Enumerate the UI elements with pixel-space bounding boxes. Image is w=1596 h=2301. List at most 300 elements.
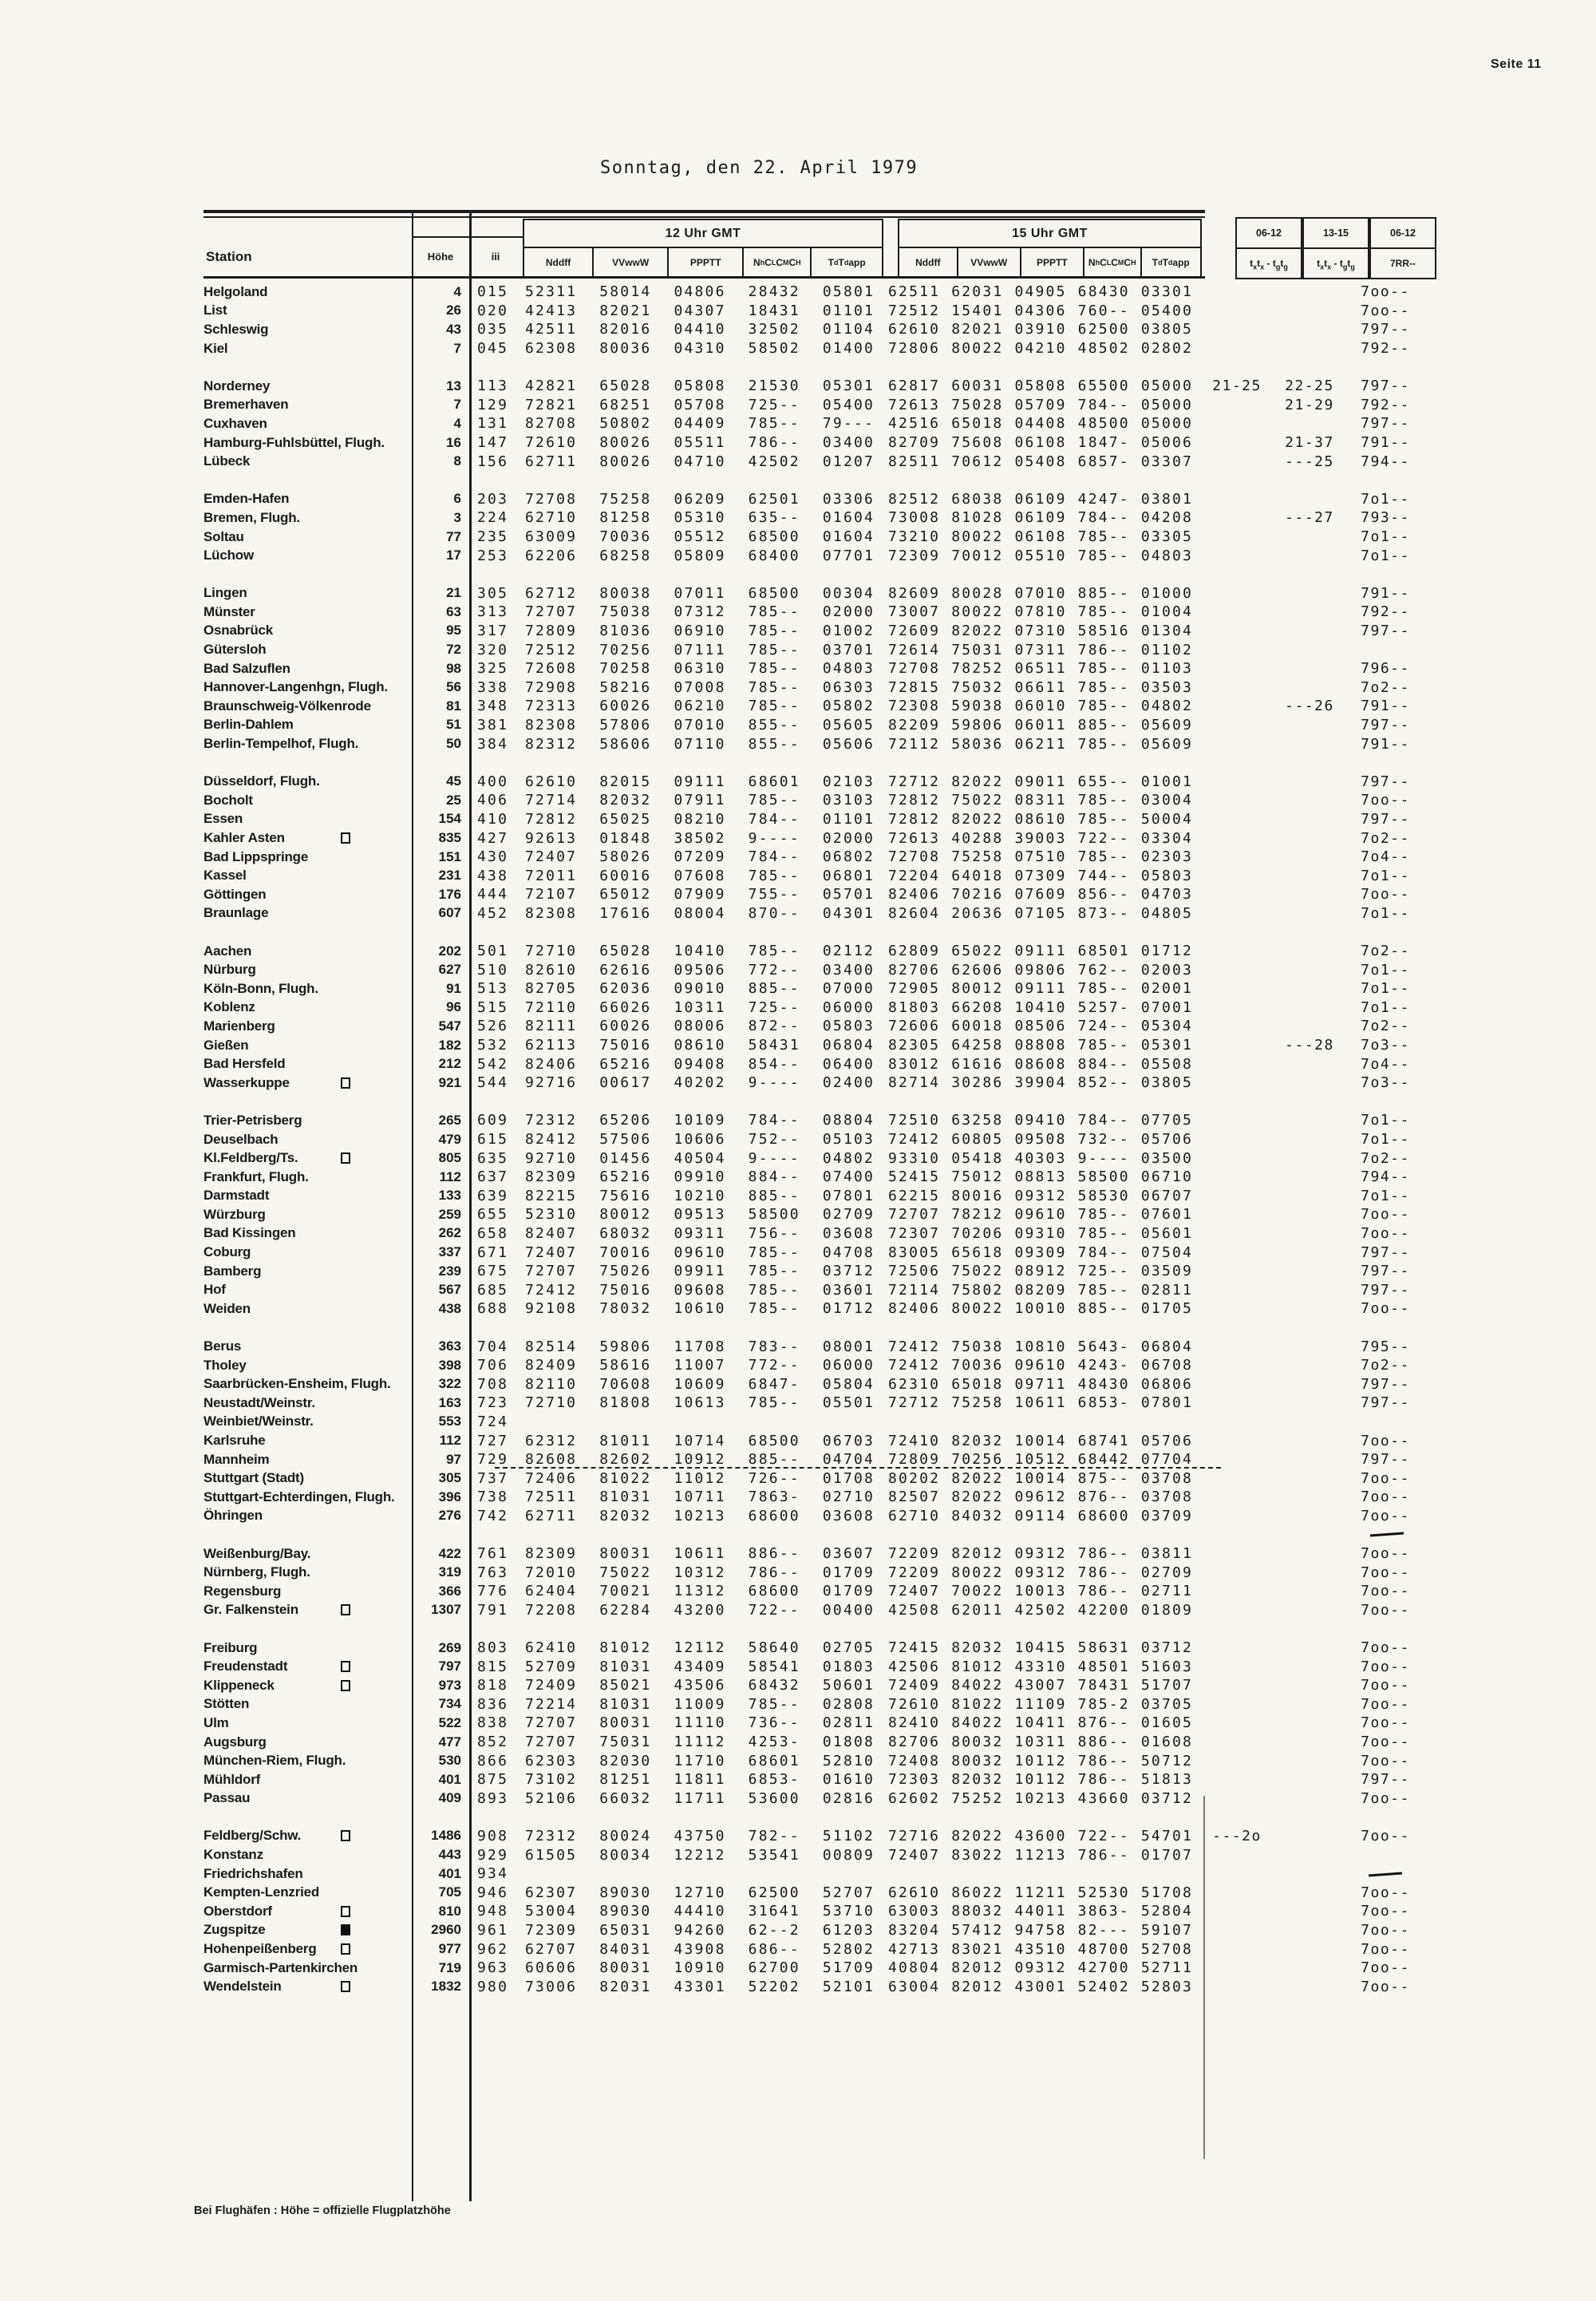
obs-12utc-groups: 62711 80026 04710 42502 01207 — [525, 453, 875, 470]
obs-12utc-groups: 72714 82032 07911 785-- 03103 — [525, 792, 875, 809]
obs-12utc-groups: 92710 01456 40504 9---- 04802 — [525, 1149, 875, 1167]
station-name: Gütersloh — [203, 642, 267, 658]
station-number-iii: 934 — [477, 1865, 509, 1883]
station-symbol-square — [341, 1077, 350, 1089]
station-height: 337 — [438, 1244, 461, 1260]
precip-7rr-value: 795-- — [1361, 1338, 1410, 1355]
temp-13-15-value: 21-29 — [1285, 396, 1334, 413]
table-row — [203, 1262, 1448, 1281]
table-row — [203, 1714, 1448, 1733]
station-height: 154 — [438, 811, 461, 827]
obs-12utc-groups: 72313 60026 06210 785-- 05802 — [525, 698, 875, 715]
obs-15utc-groups: 83012 61616 08608 884-- 05508 — [888, 1055, 1194, 1073]
obs-15utc-groups: 72815 75032 06611 785-- 03503 — [888, 678, 1194, 696]
precip-7rr-value: 791-- — [1361, 584, 1410, 602]
precip-7rr-value: 7oo-- — [1361, 1940, 1410, 1958]
obs-15utc-groups: 62310 65018 09711 48430 06806 — [888, 1375, 1194, 1393]
station-height: 163 — [438, 1394, 461, 1410]
obs-12utc-groups: 72812 65025 08210 784-- 01101 — [525, 810, 875, 828]
obs-15utc-groups: 72708 75258 07510 785-- 02303 — [888, 848, 1194, 866]
station-number-iii: 253 — [477, 547, 509, 564]
precip-7rr-value: 7o1-- — [1361, 547, 1410, 564]
obs-15utc-groups: 72610 81022 11109 785-2 03705 — [888, 1695, 1194, 1713]
precip-7rr-value: 7oo-- — [1361, 1978, 1410, 1995]
obs-12utc-groups: 72707 80031 11110 736-- 02811 — [525, 1714, 875, 1732]
obs-15utc-groups: 62817 60031 05808 65500 05000 — [888, 378, 1194, 395]
table-row — [203, 1299, 1448, 1319]
station-name: Lingen — [203, 585, 247, 601]
table-row — [203, 1017, 1448, 1036]
station-name: Wendelstein — [203, 1979, 412, 1995]
obs-12utc-groups: 52311 58014 04806 28432 05801 — [525, 283, 875, 301]
precip-7rr-value: 7o2-- — [1361, 1018, 1410, 1035]
station-name: Tholey — [203, 1357, 247, 1373]
station-height: 81 — [446, 698, 461, 714]
station-number-iii: 962 — [477, 1940, 509, 1958]
table-row — [203, 1168, 1448, 1187]
station-number-iii: 818 — [477, 1677, 509, 1694]
station-number-iii: 658 — [477, 1224, 509, 1242]
station-height: 231 — [438, 868, 461, 884]
table-row — [203, 320, 1448, 339]
station-symbol-square — [341, 832, 350, 844]
column-header-dewpoint: T d T d app — [810, 248, 882, 277]
table-row — [203, 960, 1448, 979]
station-name: Coburg — [203, 1244, 251, 1260]
obs-15utc-groups: 72606 60018 08506 724-- 05304 — [888, 1018, 1194, 1035]
table-row — [203, 1394, 1448, 1413]
station-height: 8 — [453, 453, 461, 469]
obs-12utc-groups: 82309 80031 10611 886-- 03607 — [525, 1545, 875, 1563]
precip-7rr-value: 791-- — [1361, 735, 1410, 753]
station-number-iii: 129 — [477, 396, 509, 413]
precip-7rr-value: 797-- — [1361, 1243, 1410, 1261]
station-symbol-square — [341, 1830, 350, 1841]
station-height: 705 — [438, 1884, 461, 1900]
obs-12utc-groups: 62303 82030 11710 68601 52810 — [525, 1752, 875, 1769]
table-row — [203, 979, 1448, 998]
column-header-nddff: Nddff — [545, 257, 571, 268]
station-number-iii: 791 — [477, 1601, 509, 1619]
station-number-iii: 893 — [477, 1789, 509, 1807]
precip-7rr-value: 7oo-- — [1361, 1564, 1410, 1581]
margin-dash-mark — [1370, 1532, 1404, 1537]
station-name: Darmstadt — [203, 1188, 270, 1204]
obs-12utc-groups: 72208 62284 43200 722-- 00400 — [525, 1601, 875, 1619]
station-name: Köln-Bonn, Flugh. — [203, 980, 318, 996]
precip-7rr-value: 7o1-- — [1361, 980, 1410, 998]
table-row — [203, 904, 1448, 923]
station-name: Cuxhaven — [203, 415, 267, 431]
station-name: Weinbiet/Weinstr. — [203, 1413, 314, 1429]
station-number-iii: 348 — [477, 698, 509, 715]
precip-7rr-value: 791-- — [1361, 698, 1410, 715]
station-height: 16 — [446, 434, 461, 450]
obs-12utc-groups: 82608 82602 10912 885-- 04704 — [525, 1451, 875, 1469]
station-height: 734 — [438, 1696, 461, 1712]
obs-12utc-groups: 62404 70021 11312 68600 01709 — [525, 1583, 875, 1600]
station-height: 409 — [438, 1790, 461, 1806]
station-name: Kempten-Lenzried — [203, 1884, 320, 1900]
precip-7rr-value: 7o1-- — [1361, 490, 1410, 508]
obs-15utc-groups: 72407 70022 10013 786-- 02711 — [888, 1583, 1194, 1600]
precip-7rr-value: 7oo-- — [1361, 1432, 1410, 1449]
table-row — [203, 1789, 1448, 1809]
obs-12utc-groups: 92716 00617 40202 9---- 02400 — [525, 1074, 875, 1092]
station-number-iii: 980 — [477, 1978, 509, 1995]
table-top-rule-heavy — [203, 210, 1205, 213]
station-name: Nürburg — [203, 962, 256, 978]
station-name: Weißenburg/Bay. — [203, 1545, 311, 1561]
obs-15utc-groups: 72512 15401 04306 760-- 05400 — [888, 302, 1194, 319]
obs-15utc-groups: 72613 40288 39003 722-- 03304 — [888, 829, 1194, 847]
station-number-iii: 384 — [477, 735, 509, 753]
station-name: Hof — [203, 1282, 226, 1298]
obs-12utc-groups: 53004 89030 44410 31641 53710 — [525, 1903, 875, 1920]
station-number-iii: 515 — [477, 998, 509, 1016]
precip-7rr-value: 797-- — [1361, 810, 1410, 828]
station-number-iii: 452 — [477, 904, 509, 922]
table-row — [203, 1582, 1448, 1601]
station-number-iii: 317 — [477, 622, 509, 639]
column-header-7rr: 7RR-- — [1390, 258, 1416, 269]
station-number-iii: 320 — [477, 641, 509, 658]
station-height: 262 — [438, 1225, 461, 1241]
header-box-7rr — [1369, 217, 1436, 279]
station-name: Frankfurt, Flugh. — [203, 1168, 309, 1184]
column-header-15utc: 15 Uhr GMT — [899, 220, 1200, 248]
obs-15utc-groups: 72303 82032 10112 786-- 51813 — [888, 1771, 1194, 1789]
station-height: 97 — [446, 1451, 461, 1467]
obs-15utc-groups: 72708 78252 06511 785-- 01103 — [888, 660, 1194, 678]
station-name: Braunschweig-Völkenrode — [203, 698, 371, 714]
obs-15utc-groups: 72510 63258 09410 784-- 07705 — [888, 1112, 1194, 1129]
station-height: 4 — [453, 283, 461, 299]
obs-15utc-groups: 82209 59806 06011 885-- 05609 — [888, 716, 1194, 733]
station-height: 26 — [446, 302, 461, 318]
table-row — [203, 1883, 1448, 1902]
obs-15utc-groups: 82706 80032 10311 886-- 01608 — [888, 1734, 1194, 1751]
station-height: 401 — [438, 1865, 461, 1881]
obs-15utc-groups: 72204 64018 07309 744-- 05803 — [888, 867, 1194, 884]
station-height: 1486 — [431, 1828, 461, 1844]
station-height: 276 — [438, 1508, 461, 1524]
station-name: Helgoland — [203, 283, 268, 299]
obs-12utc-groups: 82412 57506 10606 752-- 05103 — [525, 1131, 875, 1149]
station-name: List — [203, 302, 227, 318]
table-row — [203, 772, 1448, 791]
station-name: Konstanz — [203, 1847, 263, 1863]
obs-15utc-groups: 72812 75022 08311 785-- 03004 — [888, 792, 1194, 809]
station-name: Freudenstadt — [203, 1659, 412, 1674]
station-name: Koblenz — [203, 999, 255, 1015]
obs-12utc-groups: 42413 82021 04307 18431 01101 — [525, 302, 875, 319]
station-height: 133 — [438, 1188, 461, 1204]
station-number-iii: 866 — [477, 1752, 509, 1769]
station-name: Nürnberg, Flugh. — [203, 1564, 310, 1580]
obs-12utc-groups: 72010 75022 10312 786-- 01709 — [525, 1564, 875, 1581]
station-height: 51 — [446, 717, 461, 733]
obs-12utc-groups: 72214 81031 11009 785-- 02808 — [525, 1695, 875, 1713]
station-symbol-square-filled — [341, 1924, 350, 1935]
table-row — [203, 1959, 1448, 1978]
table-row — [203, 1469, 1448, 1488]
station-number-iii: 544 — [477, 1074, 509, 1092]
obs-15utc-groups: 72412 70036 09610 4243- 06708 — [888, 1357, 1194, 1374]
station-height: 25 — [446, 792, 461, 808]
precip-7rr-value: 797-- — [1361, 321, 1410, 338]
table-row — [203, 1544, 1448, 1564]
station-symbol-square — [341, 1943, 350, 1955]
precip-7rr-value: 7oo-- — [1361, 1469, 1410, 1487]
column-header-clouds: N h C L C M C H — [1083, 248, 1140, 277]
station-number-iii: 776 — [477, 1583, 509, 1600]
station-name: Kl.Feldberg/Ts. — [203, 1150, 412, 1166]
obs-15utc-groups: 72114 75802 08209 785-- 02811 — [888, 1281, 1194, 1299]
precip-7rr-value: 797-- — [1361, 415, 1410, 433]
obs-12utc-groups: 60606 80031 10910 62700 51709 — [525, 1959, 875, 1977]
station-name: Kiel — [203, 340, 228, 356]
block-separator — [203, 753, 1448, 773]
station-height: 398 — [438, 1357, 461, 1373]
station-number-iii: 338 — [477, 678, 509, 696]
station-height: 45 — [446, 773, 461, 789]
station-number-iii: 815 — [477, 1658, 509, 1675]
precip-7rr-value: 792-- — [1361, 603, 1410, 621]
station-height: 1832 — [431, 1979, 461, 1995]
obs-12utc-groups: 62308 80036 04310 58502 01400 — [525, 340, 875, 358]
obs-12utc-groups: 62610 82015 09111 68601 02103 — [525, 773, 875, 790]
precip-7rr-value: 7o1-- — [1361, 1187, 1410, 1204]
station-number-iii: 675 — [477, 1263, 509, 1280]
station-number-iii: 737 — [477, 1469, 509, 1487]
station-height: 553 — [438, 1413, 461, 1429]
station-number-iii: 035 — [477, 321, 509, 338]
station-number-iii: 015 — [477, 283, 509, 301]
obs-15utc-groups: 72614 75031 07311 786-- 01102 — [888, 641, 1194, 658]
table-row — [203, 1563, 1448, 1582]
precip-7rr-value: 792-- — [1361, 396, 1410, 413]
obs-12utc-groups: 72512 70256 07111 785-- 03701 — [525, 641, 875, 658]
station-name: Bremen, Flugh. — [203, 509, 300, 525]
obs-15utc-groups: 72112 58036 06211 785-- 05609 — [888, 735, 1194, 753]
station-name: Gießen — [203, 1037, 249, 1053]
obs-15utc-groups: 62710 84032 09114 68600 03709 — [888, 1507, 1194, 1524]
station-name: Garmisch-Partenkirchen — [203, 1959, 358, 1975]
header-box-06-12 — [1235, 217, 1302, 279]
table-row — [203, 377, 1448, 396]
obs-15utc-groups: 72506 75022 08912 725-- 03509 — [888, 1263, 1194, 1280]
table-row — [203, 452, 1448, 471]
obs-12utc-groups: 72707 75031 11112 4253- 01808 — [525, 1734, 875, 1751]
station-height: 6 — [453, 491, 461, 507]
station-name: Regensburg — [203, 1583, 282, 1599]
precip-7rr-value: 7o1-- — [1361, 867, 1410, 884]
obs-12utc-groups: 42511 82016 04410 32502 01104 — [525, 321, 875, 338]
station-number-iii: 655 — [477, 1206, 509, 1224]
obs-12utc-groups: 72707 75026 09911 785-- 03712 — [525, 1263, 875, 1280]
column-header-vvwww: VVwwW — [592, 248, 667, 277]
station-height: 112 — [439, 1433, 461, 1449]
station-number-iii: 875 — [477, 1771, 509, 1789]
block-separator — [203, 565, 1448, 584]
obs-15utc-groups: 82709 75608 06108 1847- 05006 — [888, 434, 1194, 452]
precip-7rr-value: 7o2-- — [1361, 943, 1410, 960]
obs-15utc-groups: 82507 82022 09612 876-- 03708 — [888, 1489, 1194, 1506]
obs-15utc-groups: 80202 82022 10014 875-- 03708 — [888, 1469, 1194, 1487]
column-header-txtg: $t_xt_x - t_gt_g$ — [1317, 258, 1355, 271]
obs-15utc-groups: 52415 75012 08813 58500 06710 — [888, 1168, 1194, 1186]
obs-12utc-groups: 82406 65216 09408 854-- 06400 — [525, 1055, 875, 1073]
table-row — [203, 1488, 1448, 1507]
obs-12utc-groups: 72011 60016 07608 785-- 06801 — [525, 867, 875, 884]
obs-12utc-groups: 72312 65206 10109 784-- 08804 — [525, 1112, 875, 1129]
station-number-iii: 639 — [477, 1187, 509, 1204]
station-name: Berus — [203, 1338, 242, 1354]
station-height: 835 — [438, 830, 461, 846]
temp-13-15-value: ---28 — [1285, 1037, 1334, 1054]
station-number-iii: 325 — [477, 660, 509, 678]
precip-7rr-value: 797-- — [1361, 1771, 1410, 1789]
column-header-06-12: 06-12 — [1371, 219, 1435, 249]
precip-7rr-value: 7o1-- — [1361, 998, 1410, 1016]
station-height: 63 — [446, 603, 461, 619]
precip-7rr-value: 7oo-- — [1361, 1959, 1410, 1977]
station-name: Bad Hersfeld — [203, 1056, 286, 1072]
table-row — [203, 584, 1448, 603]
station-number-iii: 410 — [477, 810, 509, 828]
obs-12utc-groups: 63009 70036 05512 68500 01604 — [525, 528, 875, 546]
station-height: 151 — [438, 848, 461, 864]
obs-12utc-groups: 72407 58026 07209 784-- 06802 — [525, 848, 875, 866]
station-height: 91 — [446, 980, 461, 996]
station-height: 719 — [438, 1959, 461, 1975]
table-row — [203, 734, 1448, 753]
table-row — [203, 1507, 1448, 1526]
station-height: 239 — [438, 1263, 461, 1279]
station-height: 805 — [438, 1150, 461, 1166]
station-number-iii: 635 — [477, 1149, 509, 1167]
station-height: 269 — [438, 1639, 461, 1655]
obs-12utc-groups: 52106 66032 11711 53600 02816 — [525, 1789, 875, 1807]
table-row — [203, 885, 1448, 904]
precip-7rr-value: 7oo-- — [1361, 1658, 1410, 1675]
obs-15utc-groups: 42506 81012 43310 48501 51603 — [888, 1658, 1194, 1675]
table-row — [203, 1676, 1448, 1695]
station-number-iii: 961 — [477, 1921, 509, 1939]
table-row — [203, 1827, 1448, 1846]
station-name: Bamberg — [203, 1263, 262, 1279]
station-height: 522 — [438, 1714, 461, 1730]
station-name: Kassel — [203, 868, 247, 884]
station-number-iii: 430 — [477, 848, 509, 866]
obs-12utc-groups: 82312 58606 07110 855-- 05606 — [525, 735, 875, 753]
temp-06-12-value: 21-25 — [1212, 378, 1262, 395]
table-row — [203, 396, 1448, 415]
station-height: 56 — [446, 679, 461, 695]
obs-12utc-groups: 82705 62036 09010 885-- 07000 — [525, 980, 875, 998]
station-name: Oberstdorf — [203, 1904, 412, 1919]
station-number-iii: 963 — [477, 1959, 509, 1977]
page-number: Seite 11 — [1491, 57, 1542, 71]
obs-15utc-groups: 83005 65618 09309 784-- 07504 — [888, 1243, 1194, 1261]
precip-7rr-value: 7oo-- — [1361, 1752, 1410, 1769]
station-height: 259 — [438, 1206, 461, 1222]
obs-12utc-groups: 62707 84031 43908 686-- 52802 — [525, 1940, 875, 1958]
precip-7rr-value: 7o2-- — [1361, 678, 1410, 696]
station-height: 319 — [438, 1564, 461, 1580]
obs-15utc-groups: 73210 80022 06108 785-- 03305 — [888, 528, 1194, 546]
station-height: 4 — [453, 415, 461, 431]
station-number-iii: 838 — [477, 1714, 509, 1732]
station-number-iii: 738 — [477, 1489, 509, 1506]
obs-12utc-groups: 72809 81036 06910 785-- 01002 — [525, 622, 875, 639]
obs-15utc-groups: 93310 05418 40303 9---- 03500 — [888, 1149, 1194, 1167]
table-row — [203, 339, 1448, 358]
obs-12utc-groups: 72309 65031 94260 62--2 61203 — [525, 1921, 875, 1939]
station-name: Münster — [203, 603, 255, 619]
station-name: Saarbrücken-Ensheim, Flugh. — [203, 1376, 391, 1392]
obs-12utc-groups: 82409 58616 11007 772-- 06000 — [525, 1357, 875, 1374]
station-number-iii: 742 — [477, 1507, 509, 1524]
precip-7rr-value: 7o3-- — [1361, 1037, 1410, 1054]
station-height: 422 — [438, 1545, 461, 1561]
station-number-iii: 444 — [477, 886, 509, 903]
station-name: Braunlage — [203, 905, 269, 921]
precip-7rr-value: 797-- — [1361, 1451, 1410, 1469]
obs-12utc-groups: 72110 66026 10311 725-- 06000 — [525, 998, 875, 1016]
station-number-iii: 400 — [477, 773, 509, 790]
temp-13-15-value: 21-37 — [1285, 434, 1334, 452]
station-name: Schleswig — [203, 321, 269, 337]
obs-12utc-groups: 92613 01848 38502 9---- 02000 — [525, 829, 875, 847]
station-height: 530 — [438, 1753, 461, 1769]
obs-15utc-groups: 42508 62011 42502 42200 01809 — [888, 1601, 1194, 1619]
block-separator — [203, 923, 1448, 942]
obs-12utc-groups: 72610 80026 05511 786-- 03400 — [525, 434, 875, 452]
table-row — [203, 1224, 1448, 1243]
station-name: Freiburg — [203, 1639, 258, 1655]
table-row — [203, 1054, 1448, 1073]
station-height: 797 — [438, 1659, 461, 1674]
precip-7rr-value: 7oo-- — [1361, 1601, 1410, 1619]
precip-7rr-value: 797-- — [1361, 1281, 1410, 1299]
station-number-iii: 803 — [477, 1639, 509, 1657]
footnote: Bei Flughäfen : Höhe = offizielle Flugplatzhöhe — [194, 2204, 451, 2217]
obs-15utc-groups: 72308 59038 06010 785-- 04802 — [888, 698, 1194, 715]
obs-15utc-groups: 82406 80022 10010 885-- 01705 — [888, 1300, 1194, 1318]
precip-7rr-value: 7o3-- — [1361, 1074, 1410, 1092]
station-height: 477 — [438, 1734, 461, 1749]
precip-7rr-value: 797-- — [1361, 773, 1410, 790]
precip-7rr-value: 7oo-- — [1361, 1300, 1410, 1318]
station-number-iii: 763 — [477, 1564, 509, 1581]
precip-7rr-value: 7o1-- — [1361, 1131, 1410, 1149]
precip-7rr-value: 7oo-- — [1361, 792, 1410, 809]
station-name: Emden-Hafen — [203, 491, 290, 507]
table-row — [203, 1639, 1448, 1658]
column-header-dewpoint: T d T d app — [1140, 248, 1200, 277]
table-row — [203, 1374, 1448, 1394]
column-header-13-15: 13-15 — [1304, 219, 1368, 249]
station-number-iii: 727 — [477, 1432, 509, 1449]
obs-15utc-groups: 72209 80022 09312 786-- 02709 — [888, 1564, 1194, 1581]
block-separator — [203, 1093, 1448, 1112]
station-number-iii: 020 — [477, 302, 509, 319]
obs-15utc-groups: 72712 75258 10611 6853- 07801 — [888, 1394, 1194, 1412]
station-name: Bad Lippspringe — [203, 848, 309, 864]
station-number-iii: 761 — [477, 1545, 509, 1563]
